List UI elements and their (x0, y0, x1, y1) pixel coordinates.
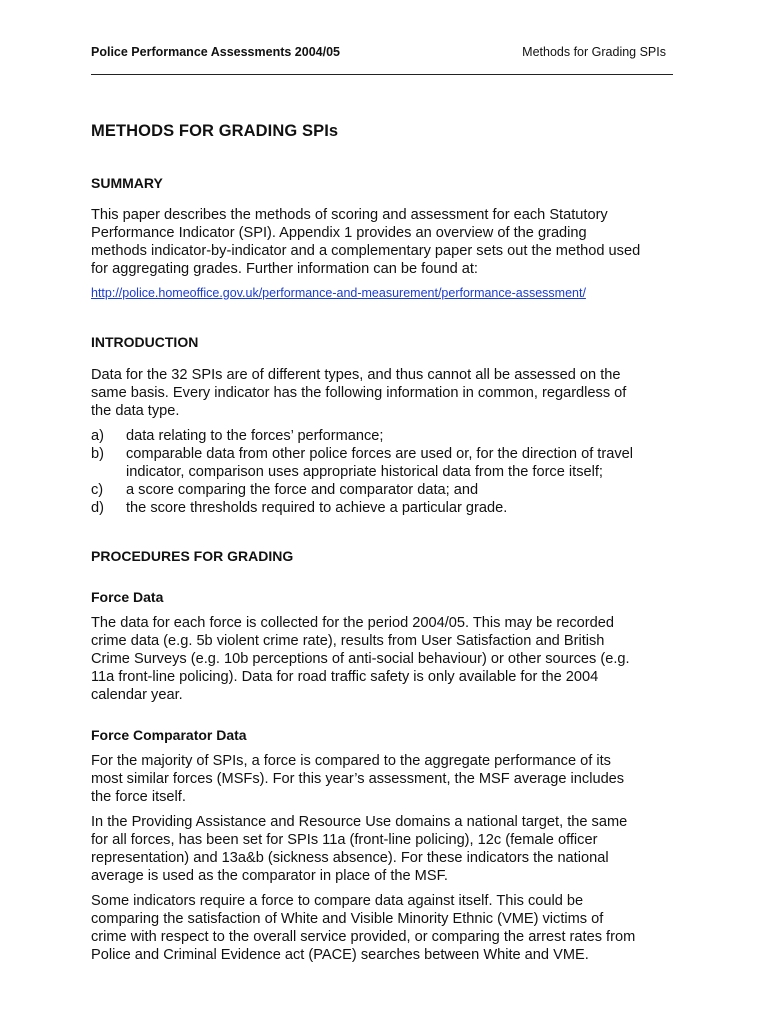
page-title: METHODS FOR GRADING SPIs (91, 122, 339, 140)
summary-line: Performance Indicator (SPI). Appendix 1 provides an overview of the grading (91, 225, 587, 241)
list-marker: a) (91, 428, 104, 444)
force-data-line: 11a front-line policing). Data for road traffic safety is only available for the 2004 (91, 669, 599, 685)
comparator-line: most similar forces (MSFs). For this year’s assessment, the MSF average includes (91, 771, 625, 787)
header-right-title: Methods for Grading SPIs (522, 45, 666, 59)
criteria-list (91, 427, 691, 517)
list-item-text: indicator, comparison uses appropriate historical data from the force itself; (126, 464, 603, 480)
comparator-line: average is used as the comparator in place of the MSF. (91, 868, 448, 884)
intro-line: the data type. (91, 403, 180, 419)
procedures-heading: PROCEDURES FOR GRADING (91, 548, 294, 564)
force-data-line: Crime Surveys (e.g. 10b perceptions of anti-social behaviour) or other sources (e.g. (91, 651, 630, 667)
list-item (91, 499, 691, 517)
comparator-line: Police and Criminal Evidence act (PACE) searches between White and VME. (91, 947, 589, 963)
summary-paragraph (91, 206, 691, 278)
summary-line: for aggregating grades. Further information can be found at: (91, 261, 478, 277)
list-marker: c) (91, 482, 104, 498)
force-data-heading: Force Data (91, 589, 164, 605)
header-left-title: Police Performance Assessments 2004/05 (91, 45, 340, 59)
header-divider (91, 74, 673, 75)
introduction-heading: INTRODUCTION (91, 334, 199, 350)
list-item-text: a score comparing the force and comparator data; and (126, 482, 479, 498)
comparator-line: the force itself. (91, 789, 186, 805)
comparator-line: comparing the satisfaction of White and Visible Minority Ethnic (VME) victims of (91, 911, 604, 927)
list-item (91, 427, 691, 445)
list-marker: b) (91, 446, 104, 462)
force-data-line: crime data (e.g. 5b violent crime rate), results from User Satisfaction and British (91, 633, 605, 649)
comparator-heading: Force Comparator Data (91, 727, 247, 743)
force-data-line: The data for each force is collected for the period 2004/05. This may be recorded (91, 615, 614, 631)
comparator-line: for all forces, has been set for SPIs 11a (front-line policing), 12c (female officer (91, 832, 598, 848)
force-data-paragraph (91, 614, 691, 704)
force-data-line: calendar year. (91, 687, 183, 703)
summary-line: methods indicator-by-indicator and a complementary paper sets out the method used (91, 243, 641, 259)
intro-line: same basis. Every indicator has the following information in common, regardless of (91, 385, 627, 401)
list-item-text: comparable data from other police forces are used or, for the direction of travel (126, 446, 633, 462)
list-item (91, 481, 691, 499)
list-item-text: the score thresholds required to achieve a particular grade. (126, 500, 508, 516)
comparator-line: crime with respect to the overall service provided, or comparing the arrest rates from (91, 929, 636, 945)
comparator-line: representation) and 13a&b (sickness absence). For these indicators the national (91, 850, 609, 866)
introduction-paragraph (91, 366, 691, 420)
comparator-paragraph-1 (91, 752, 691, 806)
comparator-line: In the Providing Assistance and Resource Use domains a national target, the same (91, 814, 628, 830)
running-header (91, 45, 666, 63)
summary-heading: SUMMARY (91, 175, 163, 191)
intro-line: Data for the 32 SPIs are of different types, and thus cannot all be assessed on the (91, 367, 621, 383)
summary-line: This paper describes the methods of scoring and assessment for each Statutory (91, 207, 608, 223)
comparator-paragraph-3 (91, 892, 691, 964)
assessment-link[interactable]: http://police.homeoffice.gov.uk/performance-and-measurement/performance-assessment/ (91, 286, 586, 300)
list-item-text: data relating to the forces’ performance; (126, 428, 384, 444)
list-marker: d) (91, 500, 104, 516)
comparator-paragraph-2 (91, 813, 691, 885)
list-item (91, 445, 691, 481)
comparator-line: Some indicators require a force to compare data against itself. This could be (91, 893, 584, 909)
comparator-line: For the majority of SPIs, a force is compared to the aggregate performance of its (91, 753, 611, 769)
